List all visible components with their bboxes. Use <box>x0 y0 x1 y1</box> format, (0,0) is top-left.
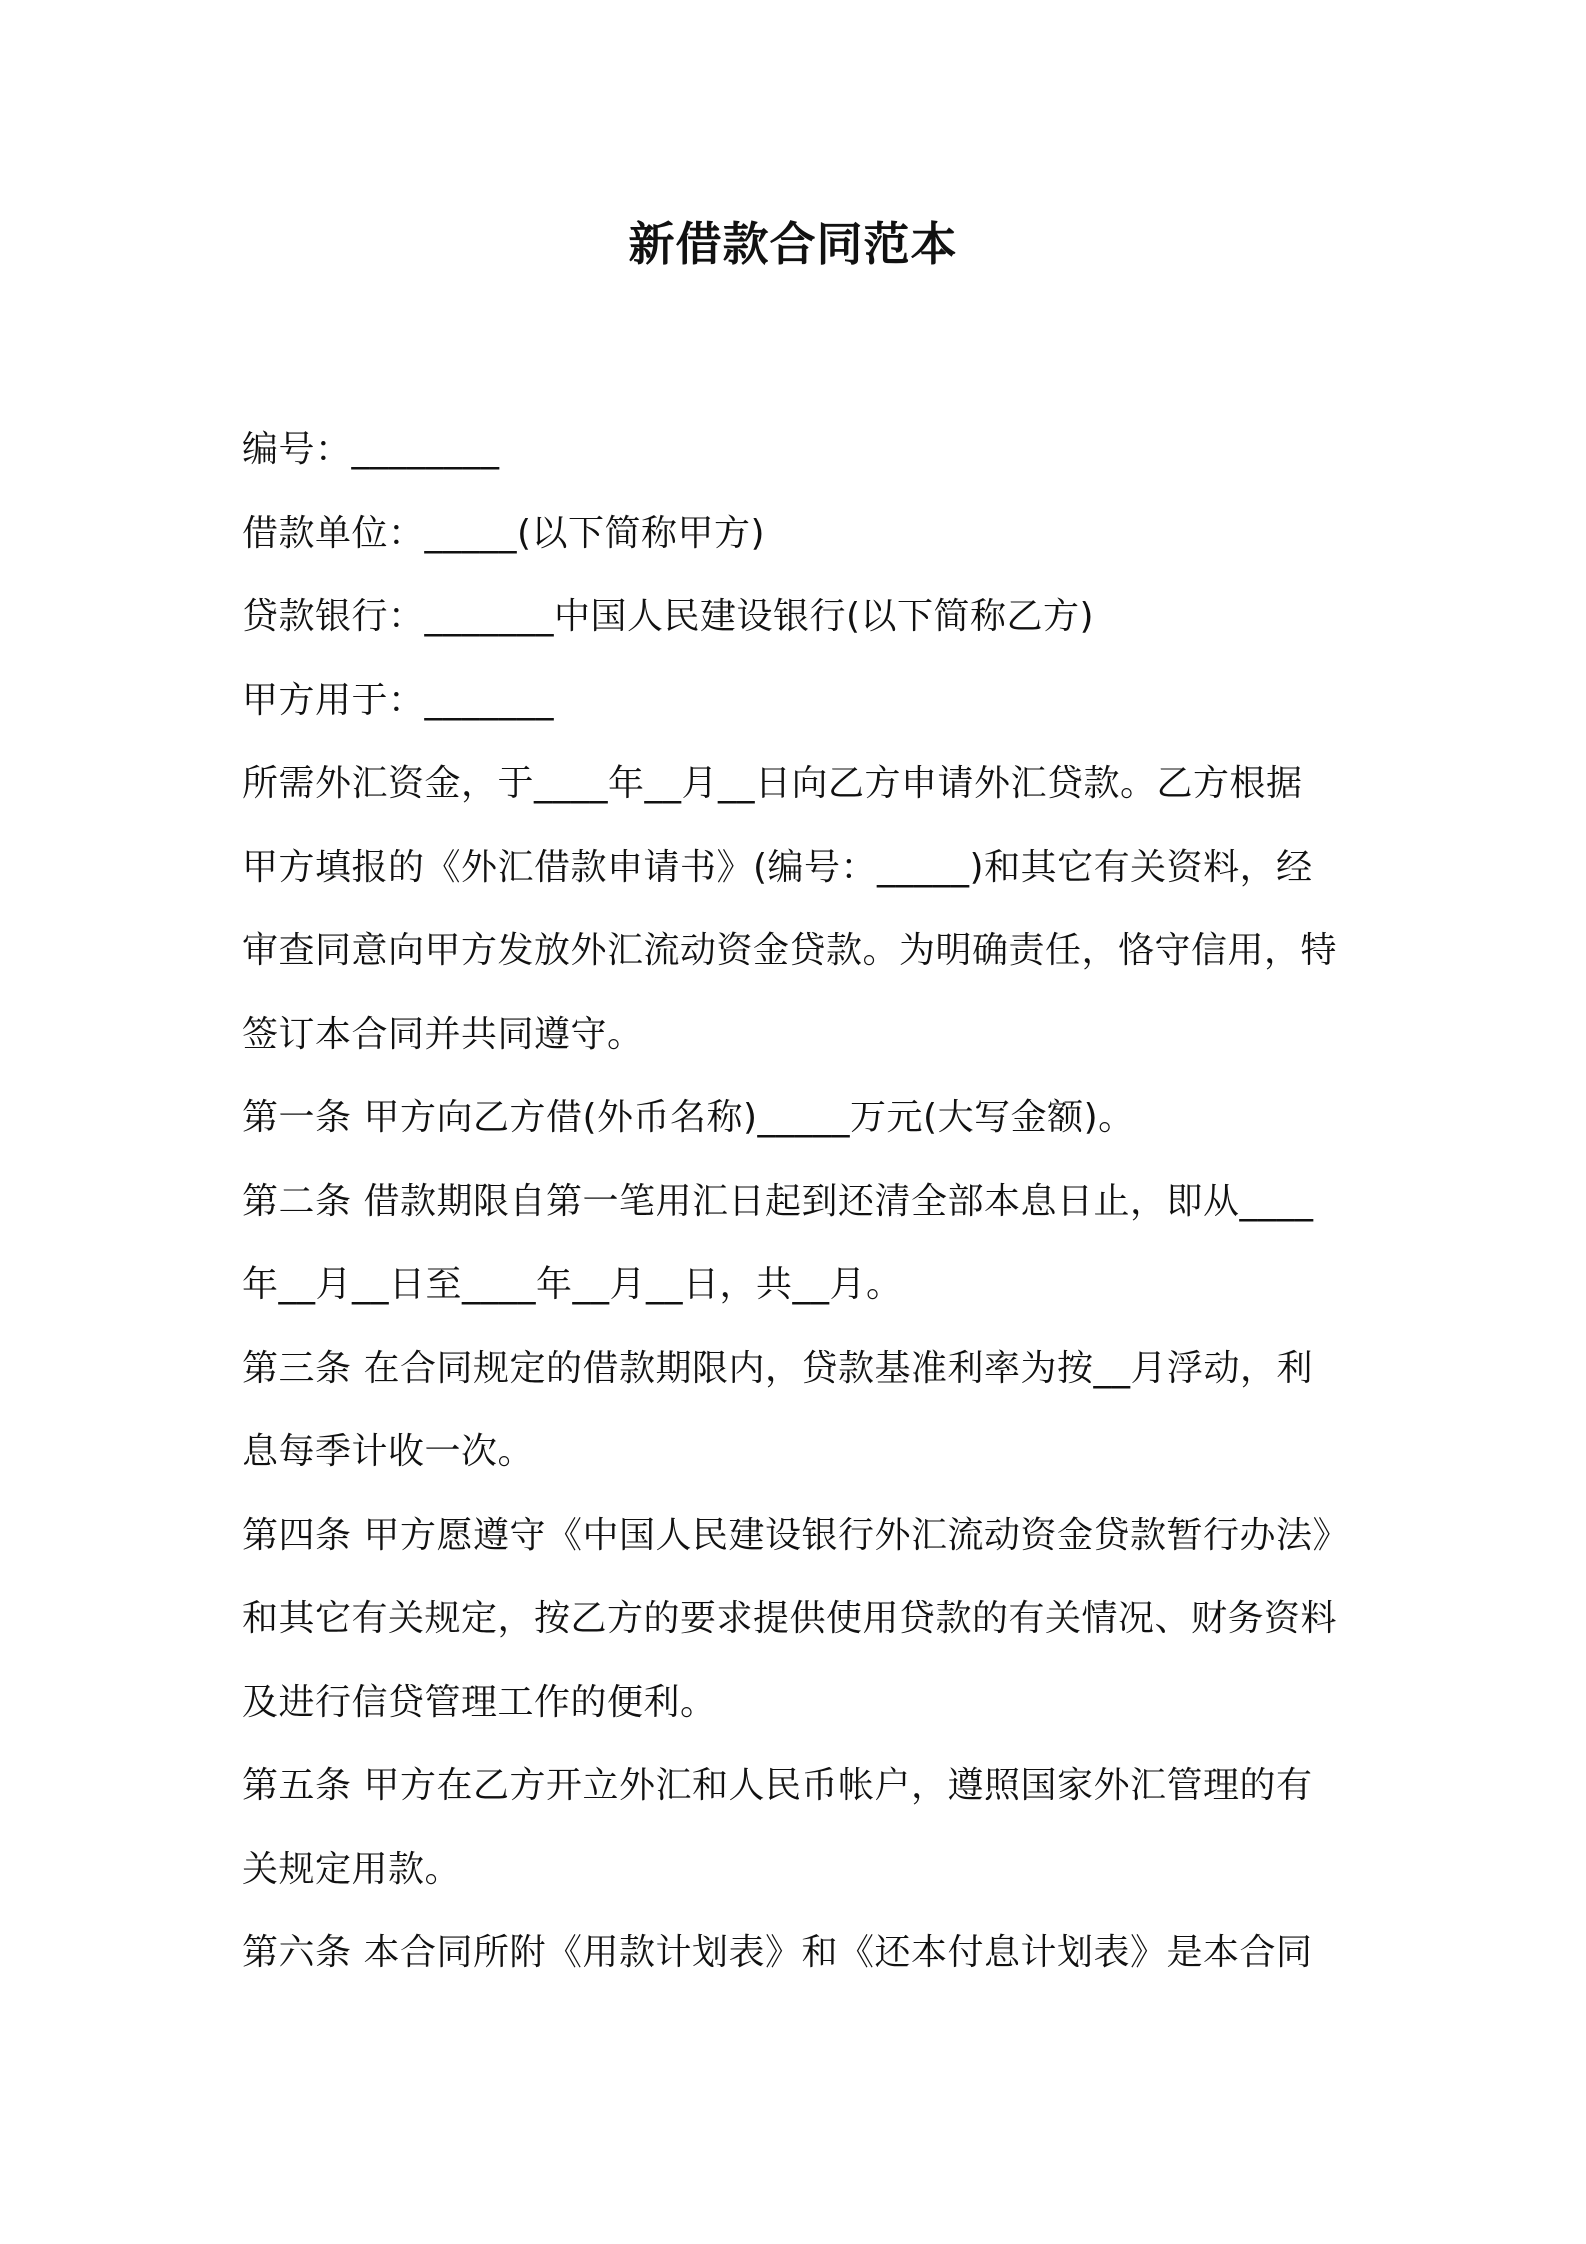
article-5-line: 第五条 甲方在乙方开立外汇和人民币帐户，遵照国家外汇管理的有 <box>242 1765 1313 1806</box>
article-1-line: 第一条 甲方向乙方借(外币名称)_____万元(大写金额)。 <box>242 1097 1135 1138</box>
paragraph-line: 甲方填报的《外汇借款申请书》(编号：_____)和其它有关资料，经 <box>242 846 1313 888</box>
document-title: 新借款合同范本 <box>628 217 958 271</box>
article-4-line: 和其它有关规定，按乙方的要求提供使用贷款的有关情况、财务资料 <box>242 1598 1338 1639</box>
lender-bank-line: 贷款银行：_______中国人民建设银行(以下简称乙方) <box>242 596 1095 637</box>
document-body <box>242 408 1362 1995</box>
borrower-line: 借款单位：_____(以下简称甲方) <box>242 512 766 554</box>
article-2-line: 第二条 借款期限自第一笔用汇日起到还清全部本息日止，即从____ <box>242 1180 1314 1222</box>
paragraph-line: 所需外汇资金，于____年__月__日向乙方申请外汇贷款。乙方根据 <box>242 763 1303 804</box>
article-4-line: 第四条 甲方愿遵守《中国人民建设银行外汇流动资金贷款暂行办法》 <box>242 1514 1349 1556</box>
article-3-line: 第三条 在合同规定的借款期限内，贷款基准利率为按__月浮动，利 <box>242 1347 1313 1389</box>
article-4-line: 及进行信贷管理工作的便利。 <box>242 1681 717 1723</box>
article-6-line: 第六条 本合同所附《用款计划表》和《还本付息计划表》是本合同 <box>242 1932 1313 1973</box>
purpose-line: 甲方用于：_______ <box>242 679 555 721</box>
article-5-line: 关规定用款。 <box>242 1848 462 1890</box>
contract-number-line: 编号：________ <box>242 429 500 470</box>
article-3-line: 息每季计收一次。 <box>242 1431 535 1472</box>
paragraph-line: 审查同意向甲方发放外汇流动资金贷款。为明确责任，恪守信用，特 <box>242 930 1338 971</box>
paragraph-line: 签订本合同并共同遵守。 <box>242 1013 644 1055</box>
article-2-line: 年__月__日至____年__月__日，共__月。 <box>242 1264 903 1305</box>
